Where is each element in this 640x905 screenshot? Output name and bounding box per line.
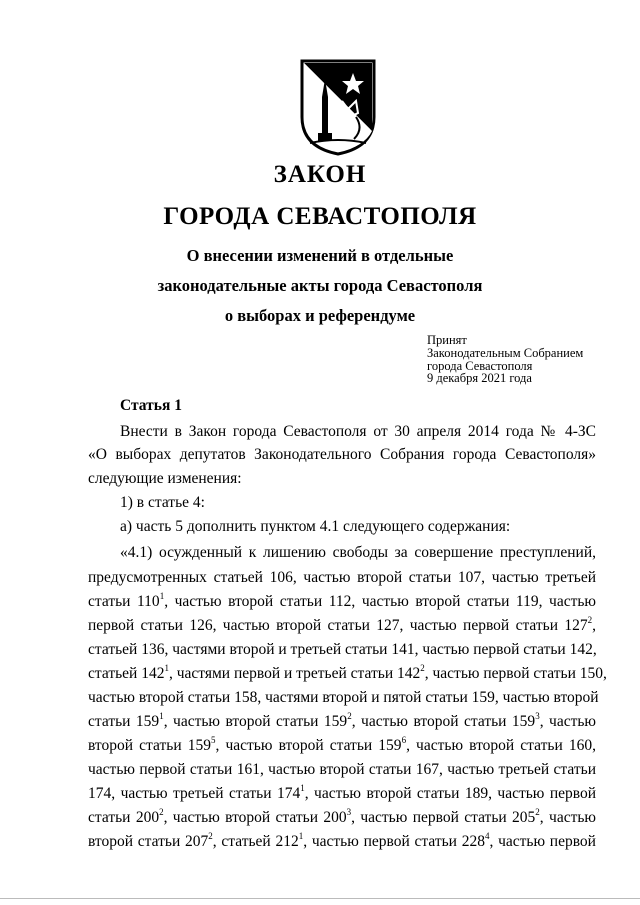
paragraph-line: Внести в Закон города Севастополя от 30 апреля 2014 года № 4-ЗС	[120, 423, 596, 440]
quoted-line: статьей $142^1$, частями первой и третьей статьи $142^2$, частью первой статьи 150,	[88, 662, 607, 682]
quoted-line: статьей 136, частями второй и третьей статьи 141, частью первой статьи 142,	[88, 641, 597, 658]
quoted-line: статьи $159^1$, частью второй статьи $159^2$, частью второй статьи $159^3$, частью	[88, 710, 597, 730]
quoted-line: второй статьи $207^2$, статьей $212^1$, частью первой статьи $228^4$, частью первой	[88, 830, 596, 850]
paragraph-line: следующие изменения:	[88, 470, 242, 487]
quoted-line: предусмотренных статьей 106, частью второй статьи 107, частью третьей	[88, 569, 596, 586]
quoted-line: частью первой статьи 161, частью второй статьи 167, частью третьей статьи	[88, 761, 596, 778]
law-subtitle-line: о выборах и референдуме	[224, 306, 416, 325]
page-bottom-divider	[0, 898, 640, 899]
sevastopol-coat-of-arms-icon	[298, 57, 378, 157]
quoted-line: «4.1) осужденный к лишению свободы за совершение преступлений,	[120, 544, 596, 561]
quoted-line: частью второй статьи 158, частями второй и пятой статьи 159, частью второй	[88, 689, 599, 706]
list-item: а) часть 5 дополнить пунктом 4.1 следующего содержания:	[120, 518, 511, 535]
adoption-note	[427, 334, 583, 385]
law-title: ЗАКОН	[273, 161, 367, 188]
law-city-title: ГОРОДА СЕВАСТОПОЛЯ	[163, 203, 477, 230]
adoption-note-line: Законодательным Собранием	[427, 345, 584, 360]
law-subtitle-line: О внесении изменений в отдельные	[186, 246, 454, 265]
adoption-note-line: 9 декабря 2021 года	[427, 371, 532, 386]
quoted-line: первой статьи 126, частью второй статьи 127, частью первой статьи $127^2$,	[88, 614, 596, 634]
quoted-line: 174, частью третьей статьи $174^1$, частью второй статьи 189, частью первой	[88, 782, 596, 802]
paragraph-line: «О выборах депутатов Законодательного Собрания города Севастополя»	[88, 446, 596, 463]
quoted-line: статьи $110^1$, частью второй статьи 112, частью второй статьи 119, частью	[88, 590, 596, 610]
adoption-note-line: Принят	[427, 333, 467, 347]
quoted-line: статьи $200^2$, частью второй статьи $200^3$, частью первой статьи $205^2$, частью	[88, 806, 597, 826]
adoption-note-line: города Севастополя	[427, 358, 533, 373]
article-heading: Статья 1	[120, 397, 182, 414]
quoted-line: второй статьи $159^5$, частью второй статьи $159^6$, частью второй статьи 160,	[88, 734, 597, 754]
list-item: 1) в статье 4:	[120, 494, 205, 511]
law-subtitle-line: законодательные акты города Севастополя	[157, 276, 483, 295]
